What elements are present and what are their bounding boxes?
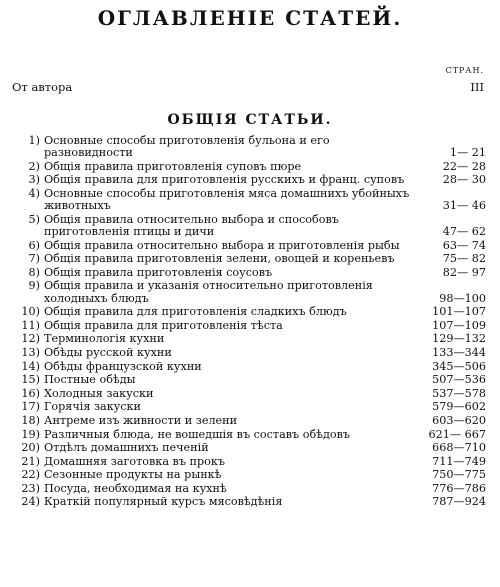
- toc-entry-number: 24): [21, 495, 40, 509]
- toc-entry-pages: 47— 62: [442, 224, 486, 238]
- toc-entry-pages: 28— 30: [442, 173, 486, 187]
- toc-entry: [10, 483, 486, 495]
- toc-entry-pages: 82— 97: [442, 265, 486, 279]
- toc-entry-pages: 750—775: [432, 468, 486, 482]
- toc-entry: [10, 135, 486, 159]
- toc-entry-number: 12): [21, 332, 40, 346]
- toc-entry-pages: 75— 82: [442, 252, 486, 266]
- toc-entry: [10, 388, 486, 400]
- toc-entry-number: 5): [28, 212, 40, 226]
- toc-entry-title: Отдѣлъ домашнихъ печеній: [44, 442, 209, 455]
- toc-entry-pages: 537—578: [432, 386, 486, 400]
- toc-entry: [10, 253, 486, 265]
- toc-entry-pages: 133—344: [432, 345, 486, 359]
- toc-entry: [10, 306, 486, 318]
- toc-entry-title: Терминологія кухни: [44, 333, 165, 346]
- toc-entry-pages: 621— 667: [428, 427, 486, 441]
- toc-entry-title: Обѣды русской кухни: [44, 346, 172, 359]
- toc-entry-number: 13): [21, 345, 40, 359]
- toc-entry-pages: 668—710: [432, 441, 486, 455]
- toc-entry-number: 23): [21, 481, 40, 495]
- toc-entry-title: Домашняя заготовка въ прокъ: [44, 455, 225, 468]
- section-title: ОБЩIЯ СТАТЬИ.: [167, 112, 333, 128]
- author-label: От автора: [12, 80, 73, 94]
- toc-entry: [10, 214, 486, 238]
- toc-entry-number: 15): [21, 373, 40, 387]
- toc-entry: [10, 415, 486, 427]
- toc-entry: [10, 401, 486, 413]
- toc-entry-number: 9): [28, 279, 40, 293]
- toc-entry: [10, 174, 486, 186]
- toc-entry-number: 11): [21, 318, 40, 332]
- toc-entry: [10, 442, 486, 454]
- toc-entry: [10, 267, 486, 279]
- toc-entry: [10, 347, 486, 359]
- toc-entry-title: Общія правила для приготовленія тѣста: [44, 319, 283, 332]
- toc-entry-pages: 711—749: [432, 454, 486, 468]
- toc-entry-pages: 129—132: [432, 332, 486, 346]
- toc-entry: [10, 333, 486, 345]
- toc-entry-title: Общія правила приготовленія зелени, овощей и кореньевъ: [44, 253, 395, 266]
- toc-entry-title: Общія правила приготовленія соусовъ: [44, 266, 273, 279]
- toc-entry-title: Общія правила и указанія относительно приготовленія холодныхъ блюдъ: [44, 280, 373, 305]
- toc-entry-pages: 776—786: [432, 481, 486, 495]
- toc-entry: [10, 374, 486, 386]
- toc-entry-title: Обѣды французской кухни: [44, 360, 202, 373]
- toc-entry-number: 4): [28, 186, 40, 200]
- toc-entry-title: Краткій популярный курсъ мясовѣдѣнія: [44, 496, 283, 509]
- author-row: [12, 80, 484, 94]
- toc-entry: [10, 469, 486, 481]
- toc-entry-number: 16): [21, 386, 40, 400]
- toc-entry-pages: 603—620: [432, 413, 486, 427]
- toc-entry: [10, 496, 486, 508]
- toc-entry-number: 7): [28, 252, 40, 266]
- toc-entry-number: 14): [21, 359, 40, 373]
- toc-entry-title: Антреме изъ живности и зелени: [44, 414, 238, 427]
- toc-entry-number: 18): [21, 413, 40, 427]
- toc-entry-pages: 787—924: [432, 495, 486, 509]
- toc-entry-number: 8): [28, 265, 40, 279]
- toc-entry-number: 1): [28, 134, 40, 147]
- toc-entry-pages: 107—109: [432, 318, 486, 332]
- page-title: ОГЛАВЛЕНIЕ СТАТЕЙ.: [97, 6, 403, 30]
- pages-column-header: СТРАН.: [445, 66, 484, 75]
- toc-list: [10, 135, 486, 510]
- toc-entry-number: 17): [21, 400, 40, 414]
- toc-entry-title: Холодныя закуски: [44, 387, 154, 400]
- toc-entry: [10, 240, 486, 252]
- toc-entry: [10, 161, 486, 173]
- toc-entry: [10, 320, 486, 332]
- toc-entry-pages: 22— 28: [442, 159, 486, 173]
- author-pages: III: [470, 80, 484, 94]
- toc-entry-number: 2): [28, 159, 40, 173]
- toc-entry-title: Сезонные продукты на рынкѣ: [44, 469, 222, 482]
- toc-entry: [10, 188, 486, 212]
- toc-entry-pages: 1— 21: [449, 146, 486, 160]
- toc-entry-pages: 345—506: [432, 359, 486, 373]
- toc-entry-title: Различныя блюда, не вошедшія въ составъ обѣдовъ: [44, 428, 350, 441]
- toc-entry-pages: 98—100: [439, 291, 486, 305]
- toc-entry-title: Общія правила относительно выбора и способовъ приготовленія птицы и дичи: [44, 213, 339, 238]
- toc-entry-title: Основные способы приготовленія мяса домашнихъ убойныхъ животныхъ: [44, 187, 410, 213]
- toc-entry-number: 20): [21, 441, 40, 455]
- toc-entry-number: 10): [21, 305, 40, 319]
- toc-entry: [10, 429, 486, 441]
- toc-entry-title: Общія правила приготовленія суповъ пюре: [44, 160, 302, 173]
- toc-entry-pages: 507—536: [432, 373, 486, 387]
- toc-entry-number: 19): [21, 427, 40, 441]
- toc-entry-title: Общія правила для приготовленія сладкихъ блюдъ: [44, 306, 347, 319]
- toc-entry-number: 21): [21, 454, 40, 468]
- toc-entry: [10, 280, 486, 304]
- toc-entry-number: 3): [28, 173, 40, 187]
- toc-entry-pages: 63— 74: [442, 238, 486, 252]
- toc-entry-title: Общія правила для приготовленія русскихъ и франц. суповъ: [44, 174, 405, 187]
- toc-entry-title: Общія правила относительно выбора и приготовленія рыбы: [44, 239, 400, 252]
- toc-entry-number: 6): [28, 238, 40, 252]
- toc-entry-title: Постные обѣды: [44, 374, 136, 387]
- toc-entry-pages: 31— 46: [442, 199, 486, 213]
- toc-entry: [10, 361, 486, 373]
- toc-entry: [10, 456, 486, 468]
- toc-entry-title: Посуда, необходимая на кухнѣ: [44, 482, 227, 495]
- toc-entry-pages: 101—107: [432, 305, 486, 319]
- toc-entry-pages: 579—602: [432, 400, 486, 414]
- toc-entry-title: Основные способы приготовленія бульона и его разновидности: [44, 135, 330, 160]
- toc-entry-title: Горячія закуски: [44, 401, 142, 414]
- toc-entry-number: 22): [21, 468, 40, 482]
